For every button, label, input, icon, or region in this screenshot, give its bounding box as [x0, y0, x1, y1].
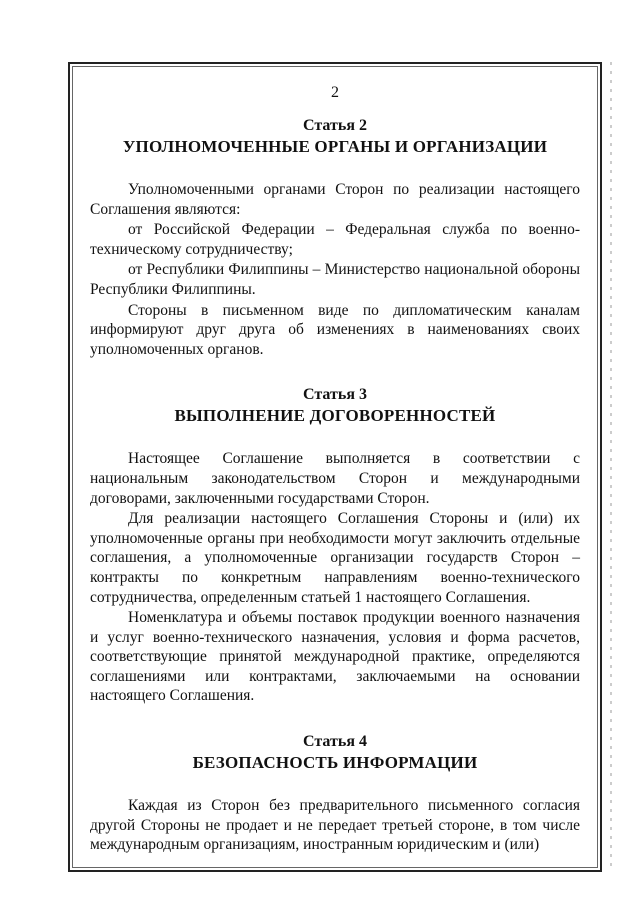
paragraph: Номенклатура и объемы поставок продукции военного назначения и услуг военно-технического назначения, условия и форма расчетов, соответствующие принятой международной практике, определяются соглашениями или контрактами, заключаемыми на основании настоящего Соглашения.: [90, 609, 580, 705]
paragraph: Стороны в письменном виде по дипломатическим каналам информируют друг друга об изменениях в наименованиях своих уполномоченных органов.: [90, 301, 580, 358]
article-number: Статья 2: [303, 117, 367, 134]
article-number: Статья 4: [303, 733, 367, 751]
paragraph: Уполномоченными органами Сторон по реализации настоящего Соглашения являются:: [90, 181, 580, 218]
article-title: ВЫПОЛНЕНИЕ ДОГОВОРЕННОСТЕЙ: [174, 406, 496, 426]
scan-edge-mark: [610, 62, 612, 872]
article-4: [90, 732, 580, 855]
article-number: Статья 3: [303, 386, 367, 404]
paragraph: Для реализации настоящего Соглашения Стороны и (или) их уполномоченные органы при необходимости могут заключить отдельные соглашения, а уполномоченные организации государств Сторон – контракты по конкретным направлениям военно-технического сотрудничества, определенным статьей 1 настоящего Соглашения.: [90, 510, 580, 606]
article-3: [90, 385, 580, 706]
paragraph: Настоящее Соглашение выполняется в соответствии с национальным законодательством Сторон и международными договорами, заключенными государствами Сторон.: [90, 450, 580, 507]
paragraph: от Российской Федерации – Федеральная служба по военно-техническому сотрудничеству;: [90, 221, 580, 258]
paragraph: от Республики Филиппины – Министерство национальной обороны Республики Филиппины.: [90, 261, 580, 298]
article-title: УПОЛНОМОЧЕННЫЕ ОРГАНЫ И ОРГАНИЗАЦИИ: [122, 137, 548, 156]
article-title: БЕЗОПАСНОСТЬ ИНФОРМАЦИИ: [192, 753, 478, 773]
article-2: [90, 116, 580, 359]
page-number: 2: [331, 84, 339, 101]
document-page: [90, 84, 580, 856]
paragraph: Каждая из Сторон без предварительного письменного согласия другой Стороны не продает и не передает третьей стороне, в том числе международным организациям, иностранным юридическим и (или): [90, 797, 580, 854]
